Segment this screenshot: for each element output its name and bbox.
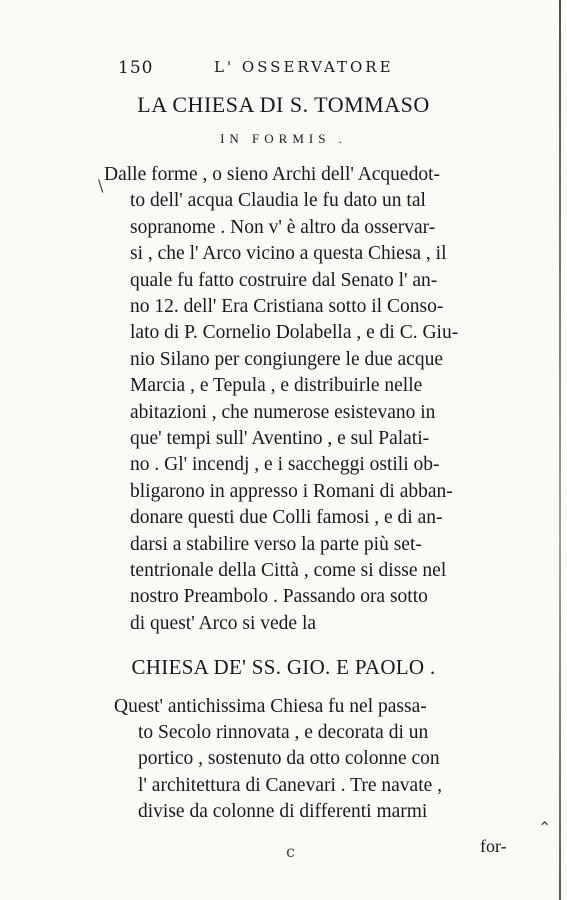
section-title-gio-paolo: CHIESA DE' SS. GIO. E PAOLO . xyxy=(131,655,436,679)
text-line: portico , sostenuto da otto colonne con xyxy=(138,748,440,770)
printer-mark: c xyxy=(286,842,295,861)
page-number: 150 xyxy=(118,58,154,78)
text-line: quale fu fatto costruire dal Senato l' an- xyxy=(130,269,438,291)
text-line: divise da colonne di differenti marmi xyxy=(138,800,428,822)
running-title: L' OSSERVATORE xyxy=(214,58,394,76)
text-line: abitazioni , che numerose esistevano in xyxy=(130,401,436,423)
text-line: Marcia , e Tepula , e distribuirle nelle xyxy=(130,375,423,397)
text-line: que' tempi sull' Aventino , e sul Palati- xyxy=(130,428,430,449)
text-line: nostro Preambolo . Passando ora sotto xyxy=(130,586,428,608)
catchword: for- xyxy=(480,836,507,856)
text-line: si , che l' Arco vicino a questa Chiesa , il xyxy=(130,243,447,265)
text-line: donare questi due Colli famosi , e di an- xyxy=(130,507,443,529)
section-title-s-tommaso: LA CHIESA DI S. TOMMASO xyxy=(137,92,430,117)
text-line: nio Silano per congiungere le due acque xyxy=(130,348,443,370)
text-line: Quest' antichissima Chiesa fu nel passa- xyxy=(114,696,427,717)
text-line: tentrionale della Città , come si disse nel xyxy=(130,560,447,581)
text-line: Dalle forme , o sieno Archi dell' Acquedot- xyxy=(104,164,441,185)
margin-mark: ⌃ xyxy=(538,818,552,837)
text-line: l' architettura di Canevari . Tre navate , xyxy=(138,774,443,796)
text-line: bligarono in appresso i Romani di abban- xyxy=(130,480,453,502)
text-line: darsi a stabilire verso la parte più set- xyxy=(130,533,422,555)
text-line: no 12. dell' Era Cristiana sotto il Conso- xyxy=(130,296,444,317)
text-line: sopranome . Non v' è altro da osservar- xyxy=(130,216,436,238)
section-subtitle-in-formis: IN FORMIS . xyxy=(220,131,347,146)
margin-mark: \ xyxy=(98,176,104,195)
text-line: lato di P. Cornelio Dolabella , e di C. Giu- xyxy=(130,322,459,344)
text-line: no . Gl' incendj , e i saccheggi ostili ob- xyxy=(130,454,440,476)
text-line: di quest' Arco si vede la xyxy=(130,612,317,634)
text-line: to dell' acqua Claudia le fu dato un tal xyxy=(130,190,426,212)
running-head xyxy=(118,58,418,80)
text-line: to Secolo rinnovata , e decorata di un xyxy=(138,722,429,744)
